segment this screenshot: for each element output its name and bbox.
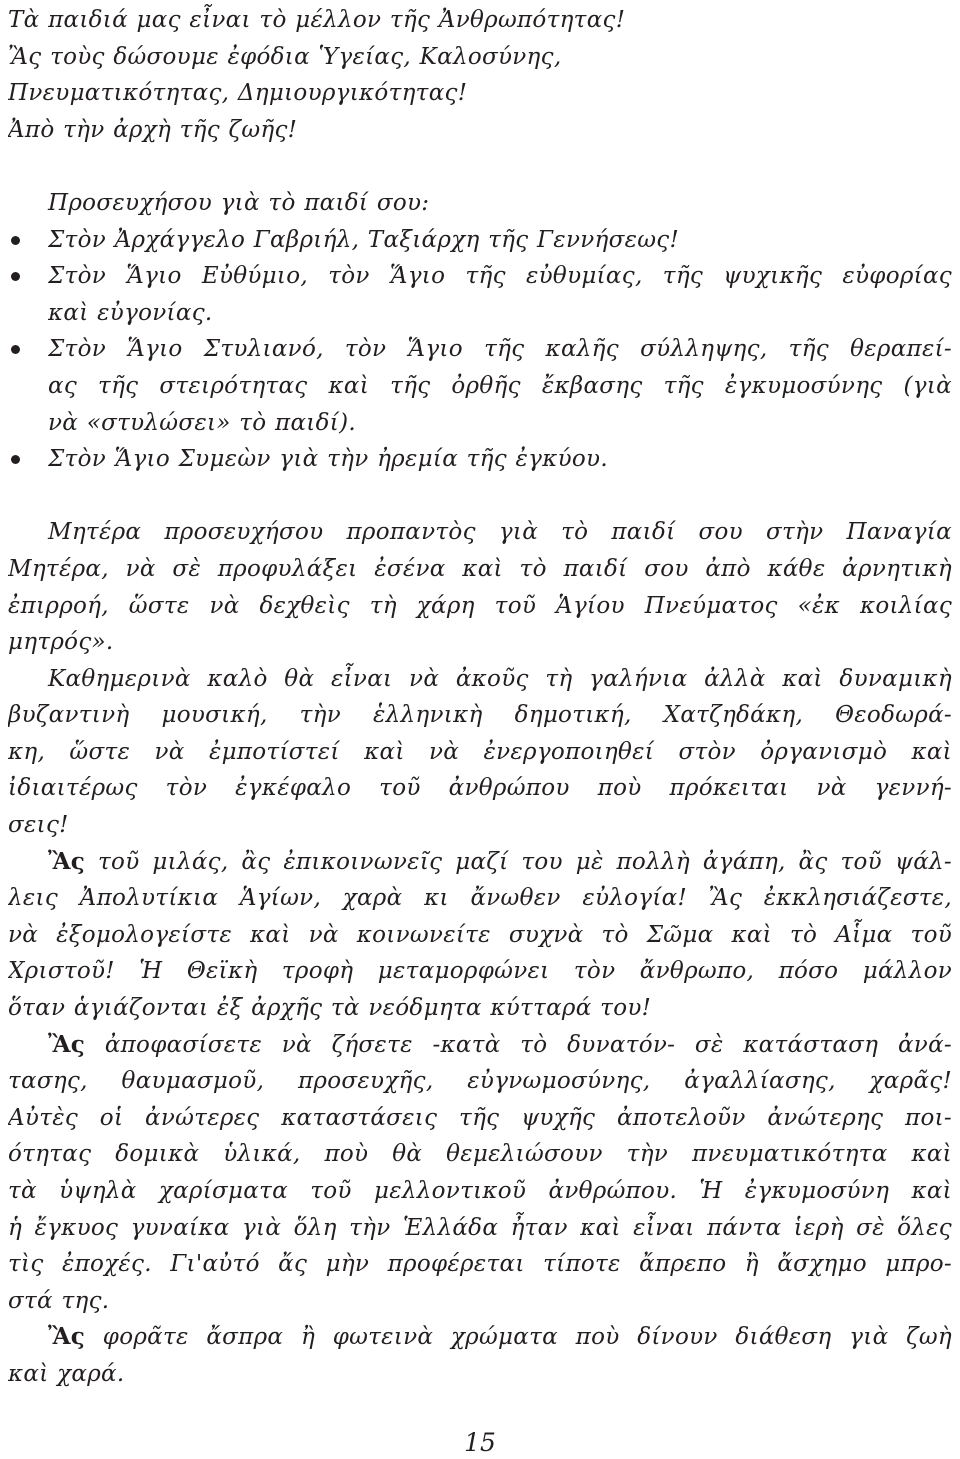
spacer <box>8 148 952 185</box>
paragraph-line: τὶς ἐποχές. Γι'αὐτό ἄς μὴν προφέρεται τίποτε ἄπρεπο ἢ ἄσχημο μπρο- <box>8 1251 952 1278</box>
prayer-list <box>8 222 952 478</box>
paragraph-line: Μητέρα, νὰ σὲ προφυλάξει ἐσένα καὶ τὸ παιδί σου ἀπὸ κάθε ἀρνητικὴ <box>8 555 952 582</box>
prayer-item-line: ας τῆς στειρότητας καὶ τῆς ὀρθῆς ἔκβασης τῆς ἐγκυμοσύνης (γιὰ <box>48 372 952 399</box>
paragraph-line: ἐπιρροή, ὥστε νὰ δεχθεὶς τὴ χάρη τοῦ Ἁγίου Πνεύματος «ἐκ κοιλίας <box>8 592 952 619</box>
paragraph-line: νὰ ἐξομολογείστε καὶ νὰ κοινωνείτε συχνὰ τὸ Σῶμα καὶ τὸ Αἷμα τοῦ <box>8 921 952 948</box>
paragraph-speak <box>8 844 952 1027</box>
paragraph-line: ὅταν ἁγιάζονται ἐξ ἀρχῆς τὰ νεόδμητα κύτταρά του! <box>8 995 652 1022</box>
bullet-icon <box>11 272 20 281</box>
paragraph-music <box>8 661 952 844</box>
paragraph-mother <box>8 514 952 660</box>
bullet-icon <box>11 455 20 464</box>
paragraph-line: λεις Ἀπολυτίκια Ἁγίων, χαρὰ κι ἄνωθεν εὐλογία! Ἂς ἐκκλησιάζεστε, <box>8 885 952 912</box>
paragraph-line-rest: τοῦ μιλάς, ἂς ἐπικοινωνεῖς μαζί του μὲ πολλὴ ἀγάπη, ἂς τοῦ ψάλ- <box>98 848 952 875</box>
intro-line: Ἀπὸ τὴν ἀρχὴ τῆς ζωῆς! <box>8 116 298 143</box>
intro-block <box>8 2 952 148</box>
paragraph-line: τασης, θαυμασμοῦ, προσευχῆς, εὐγνωμοσύνης, ἀγαλλίασης, χαρᾶς! <box>8 1068 952 1095</box>
prayer-item-line: καὶ εὐγονίας. <box>48 299 213 326</box>
prayer-item <box>8 258 952 331</box>
paragraph-line: μητρός». <box>8 629 114 656</box>
intro-line: Τὰ παιδιά μας εἶναι τὸ μέλλον τῆς Ἀνθρωπότητας! <box>8 7 626 33</box>
paragraph-line: ότητας δομικὰ ὑλικά, ποὺ θὰ θεμελιώσουν τὴν πνευματικότητα καὶ <box>8 1141 952 1168</box>
paragraph-line-rest: φορᾶτε ἄσπρα ἢ φωτεινὰ χρώματα ποὺ δίνουν διάθεση γιὰ ζωὴ <box>102 1324 952 1351</box>
paragraph-line: Αὐτὲς οἱ ἀνώτερες καταστάσεις τῆς ψυχῆς ἀποτελοῦν ἀνώτερης ποι- <box>8 1104 952 1131</box>
paragraph-wear <box>8 1319 952 1392</box>
paragraph-line: σεις! <box>8 812 69 839</box>
paragraph-line <box>8 1319 952 1356</box>
paragraph-line: τὰ ὑψηλὰ χαρίσματα τοῦ μελλοντικοῦ ἀνθρώπου. Ἡ ἐγκυμοσύνη καὶ <box>8 1178 952 1204</box>
paragraph-line: Καθημερινὰ καλὸ θὰ εἶναι νὰ ἀκοῦς τὴ γαλήνια ἀλλὰ καὶ δυναμικὴ <box>48 665 952 692</box>
bullet-icon <box>11 236 20 245</box>
paragraph-line: καὶ χαρά. <box>8 1360 125 1387</box>
body-text <box>8 2 952 1393</box>
intro-line: Ἂς τοὺς δώσουμε ἐφόδια Ὑγείας, Καλοσύνης, <box>8 43 562 70</box>
prayer-item-line: Στὸν Ἅγιο Εὐθύμιο, τὸν Ἅγιο τῆς εὐθυμίας, τῆς ψυχικῆς εὐφορίας <box>48 263 952 290</box>
paragraph-line-rest: ἀποφασίσετε νὰ ζήσετε -κατὰ τὸ δυνατόν- σὲ κατάσταση ἀνά- <box>104 1031 952 1058</box>
paragraph-lead-word: Ἂς <box>48 847 86 875</box>
paragraph-line: κη, ὥστε νὰ ἐμποτίστεί καὶ νὰ ἐνεργοποιηθεί στὸν ὀργανισμὸ καὶ <box>8 738 952 765</box>
paragraph-line: Μητέρα προσευχήσου προπαντὸς γιὰ τὸ παιδί σου στὴν Παναγία <box>48 519 952 546</box>
paragraph-decide <box>8 1027 952 1320</box>
prayer-item-line: Στὸν Ἅγιο Στυλιανό, τὸν Ἅγιο τῆς καλῆς σύλληψης, τῆς θεραπεί- <box>48 336 952 363</box>
prayer-item-line: Στὸν Ἀρχάγγελο Γαβριήλ, Ταξιάρχη τῆς Γεννήσεως! <box>48 226 680 253</box>
prayer-item-line: νὰ «στυλώσει» τὸ παιδί). <box>48 409 356 436</box>
paragraph-line: Χριστοῦ! Ἡ Θεϊκὴ τροφὴ μεταμορφώνει τὸν ἄνθρωπο, πόσο μάλλον <box>8 958 952 985</box>
paragraph-line <box>8 1027 952 1064</box>
paragraph-lead-word: Ἂς <box>48 1030 86 1058</box>
spacer <box>8 478 952 515</box>
prayer-item-line: Στὸν Ἅγιο Συμεὼν γιὰ τὴν ἠρεμία τῆς ἐγκύου. <box>48 446 608 473</box>
paragraph-line: βυζαντινὴ μουσική, τὴν ἑλληνικὴ δημοτική, Χατζηδάκη, Θεοδωρά- <box>8 702 952 729</box>
page-number: 15 <box>464 1428 496 1457</box>
paragraph-line: στά της. <box>8 1287 110 1314</box>
prayer-item <box>8 331 952 441</box>
paragraph-line <box>8 844 952 881</box>
paragraph-line: ἡ ἔγκυος γυναίκα γιὰ ὅλη τὴν Ἑλλάδα ἦταν καὶ εἶναι πάντα ἱερὴ σὲ ὅλες <box>8 1214 952 1241</box>
prayer-item <box>8 222 952 259</box>
bullet-icon <box>11 345 20 354</box>
paragraph-line: ἰδιαιτέρως τὸν ἐγκέφαλο τοῦ ἀνθρώπου ποὺ πρόκειται νὰ γεννή- <box>8 775 952 802</box>
prayer-heading: Προσευχήσου γιὰ τὸ παιδί σου: <box>48 189 430 216</box>
paragraph-lead-word: Ἂς <box>48 1323 86 1351</box>
intro-line: Πνευματικότητας, Δημιουργικότητας! <box>8 80 468 107</box>
prayer-item <box>8 441 952 478</box>
